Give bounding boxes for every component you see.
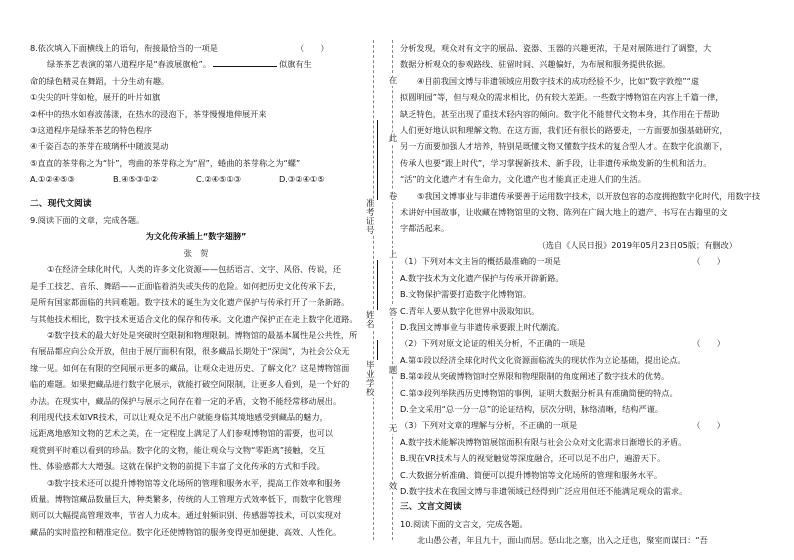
classical-text-line: 北山愚公者，年且九十，面山而居。惩山北之塞，出入之迂也，聚室而谋曰：“吾 (417, 535, 708, 546)
choice-d[interactable]: D.③②④①⑤ (279, 174, 325, 185)
q8-option: ①尖尖的叶芽如枪，展开的叶片如旗 (30, 92, 161, 103)
article-line: 另一方面要加强人才培养，特别是既懂文物又懂数字技术的复合型人才。在数字化浪潮下， (400, 141, 728, 152)
option[interactable]: C.第③段列举陕西历史博物馆的事例，证明大数据分析具有准确简便的特点。 (400, 387, 678, 398)
option[interactable]: C.青年人要从数字化世界中汲取知识。 (400, 305, 540, 316)
question-10-stem: 10.阅读下面的文言文，完成各题。 (400, 518, 528, 529)
q8-option: ②杯中的热水如春波荡漾，在热水的浸泡下，茶芽慢慢地伸展开来 (30, 108, 267, 119)
binding-char: 卷 (388, 192, 398, 202)
option[interactable]: A.数字技术能解决博物馆展馆面积有限与社会公众对文化需求日渐增长的矛盾。 (400, 436, 687, 447)
subquestion-2-stem: （2）下列对原文论证的相关分析，不正确的一项是 （ ） (400, 335, 765, 351)
article-line: 人们更好地认识和理解文物。在这方面，我们还有很长的路要走，一方面要加强基础研究， (400, 125, 728, 136)
option[interactable]: B.第②段从突破博物馆时空界限和物理限制的角度阐述了数字技术的优势。 (400, 371, 670, 382)
article-line: 传承人也要“跟上时代”，学习掌握新技术、新手段，让非遗传承焕发新的生机和活力。 (400, 157, 712, 168)
article-line: ④目前我国文博与非遗领域应用数字技术的成功经验不少，比如“数字敦煌”“虚 (417, 75, 700, 86)
article-line: 是所有国家都面临的共同难题。数字技术的诞生为文化遗产保护与传承打开了一条新路。 (30, 297, 350, 308)
school-label: 毕业学校 (366, 361, 375, 398)
name-line (377, 260, 378, 310)
article-line: 数据分析观众的参观路线、驻留时间、兴趣偏好，为布展和服务提供依据。 (400, 59, 671, 70)
choice-c[interactable]: C.②④⑤①③ (196, 174, 242, 185)
q8-option: ④千姿百态的茶芽在玻璃杯中随波晃动 (30, 141, 169, 152)
option[interactable]: C.大数据分析准确、简便可以提升博物馆等文化场所的管理和服务水平。 (400, 469, 663, 480)
article-line: 缘一见。如何在有限的空间展示更多的藏品，让观众走进历史、了解文化？这是博物馆面 (30, 362, 350, 373)
article-line: 观赏到平时难以看到的珍品。数字化的文物，能让观众与文物“零距离”接触，交互 (30, 444, 326, 455)
article-line: 拟圆明园”等，但与观众的需求相比，仍有较大差距。一些数字博物馆在内容上千篇一律， (400, 92, 724, 103)
article-line: 临的难题。如果把藏品进行数字化展示，就能打破空间限制，让更多人看到，是一个好的 (30, 379, 350, 390)
left-column (30, 40, 362, 540)
candidate-number-label: 准考证号 (366, 199, 375, 236)
article-line: ⑤我国文博事业与非遗传承要善于运用数字技术，以开放包容的态度拥抱数字化时代，用数字技 (417, 190, 761, 201)
section-heading: 二、现代文阅读 (30, 198, 92, 209)
option[interactable]: D.我国文博事业与非遗传承要跟上时代潮流。 (400, 321, 565, 332)
article-line: ③数字技术还可以提升博物馆等文化场所的管理和服务水平，提高工作效率和服务 (47, 477, 341, 488)
right-column (400, 40, 765, 549)
binding-char: 无 (388, 424, 398, 434)
section-heading: 三、文言文阅读 (400, 502, 462, 513)
article-line: 缺乏特色，甚至出现了重技术轻内容的倾向。数字化不能替代文物本身，其作用在于帮助 (400, 108, 720, 119)
question-8-passage-cont: 命的绿色精灵在舞蹈，十分生动有趣。 (30, 75, 170, 86)
answer-paren: （ ） (692, 338, 725, 349)
option[interactable]: B.现在VR技术与人的视觉触觉等深度融合，还可以足不出户，遍游天下。 (400, 453, 666, 464)
option[interactable]: D.全文采用“总一分一总”的论证结构，层次分明，脉络清晰，结构严谨。 (400, 403, 664, 414)
q8-choices (30, 171, 362, 187)
binding-line-inner (392, 40, 393, 540)
binding-char: 题 (388, 366, 398, 376)
answer-paren: （ ） (295, 43, 329, 53)
candidate-number-line (377, 120, 378, 200)
binding-char: 上 (388, 250, 398, 260)
q8-option: ③这道程序是绿茶茶艺的特色程序 (30, 125, 152, 136)
question-8-passage: 绿茶茶艺表演的第八道程序是“春波展旗枪”。 似旗有生 (47, 59, 312, 70)
article-line: “活”的文化遗产才有生命力，文化遗产也才能真正走进人们的生活。 (400, 174, 646, 185)
answer-paren: （ ） (692, 256, 725, 267)
article-line: ②数字技术的最大好处是突破时空限制和物理限制。博物馆的最基本属性是公共性，所 (47, 329, 358, 340)
article-source: （选自《人民日报》2019年05月23日05版；有删改） (537, 239, 737, 250)
article-line: ①在经济全球化时代，人类的许多文化资源——包括语言、文字、风俗、传说，还 (47, 264, 341, 275)
fill-blank[interactable] (213, 57, 277, 67)
binding-line-outer (373, 40, 374, 540)
answer-paren: （ ） (692, 420, 725, 431)
option[interactable]: D.数字技术在我国文博与非遗领域已经得到广泛应用但还不能满足观众的需求。 (400, 485, 688, 496)
option[interactable]: A.第①段以经济全球化时代文化资源面临流失的现状作为立论基础，提出论点。 (400, 354, 686, 365)
binding-char: 在 (388, 76, 398, 86)
article-line: 质量。博物馆藏品数量巨大，种类繁多，传统的人工管理方式效率低下，而数字化管理 (30, 493, 342, 504)
article-line: 分析发现，观众对有文字的展品、瓷器、玉器的兴趣更浓，于是对展陈进行了调整，大 (400, 43, 712, 53)
article-line: 术讲好中国故事，让收藏在博物馆里的文物、陈列在广阔大地上的遗产、书写在古籍里的文 (400, 207, 728, 218)
article-line: 藏品的实时监控和精准定位。数字化还使博物馆的服务变得更加便捷、高效、人性化。 (30, 526, 342, 537)
article-line: 有展品都应向公众开放，但由于展厅面积有限，很多藏品长期处于“深闺”，为社会公众无 (30, 346, 350, 357)
choice-b[interactable]: B.④⑤③①② (113, 174, 158, 185)
article-line: 办法。在现实中，藏品的保护与展示之间存在着一定的矛盾，文物不能经常移动展出。 (30, 395, 342, 406)
binding-char: 此 (388, 134, 398, 144)
option[interactable]: A.数字技术为文化遗产保护与传承开辟新路。 (400, 272, 564, 283)
article-line: 是手工技艺、音乐、舞蹈——正面临着消失或失传的危险。如何把历史文化传承下去， (30, 280, 342, 291)
binding-char: 效 (388, 482, 398, 492)
article-author: 张 贺 (183, 247, 209, 258)
choice-a[interactable]: A.①②④⑤③ (30, 174, 75, 185)
question-9-stem: 9.阅读下面的文章，完成各题。 (30, 215, 145, 226)
question-8-stem: 8.依次填入下面横线上的语句，衔接最恰当的一项是 （ ） (30, 40, 362, 56)
article-line: 利用现代技术如VR技术，可以让观众足不出户就能身临其境地感受到藏品的魅力， (30, 411, 328, 422)
article-line: 性、体验感都大大增强。这就在保护文物的前提下丰富了文化传承的方式和手段。 (30, 461, 325, 472)
binding-char: 答 (388, 308, 398, 318)
article-line: 远距离地感知文物的艺术之美，在一定程度上满足了人们参观博物馆的需要，也可以 (30, 428, 333, 439)
q8-option: ⑤直直的茶芽称之为“针”，弯曲的茶芽称之为“眉”，蜷曲的茶芽称之为“螺” (30, 157, 301, 168)
article-line: 字都活起来。 (400, 223, 450, 234)
article-line: 与其他技术相比，数字技术更适合文化的保存和传承。文化遗产保护正在走上数字化道路。 (30, 313, 358, 324)
article-title: 为文化传承插上“数字翅膀” (145, 231, 247, 242)
name-label: 姓名 (366, 311, 375, 330)
school-line (377, 340, 378, 360)
subquestion-1-stem: （1）下列对本文主旨的概括最准确的一项是 （ ） (400, 253, 765, 269)
subquestion-3-stem: （3）下列对文章的理解与分析，不正确的一项是 （ ） (400, 417, 765, 433)
article-line: 则可以大幅提高管理效率，节省人力成本。通过射频识别、传感器等技术，可以实现对 (30, 510, 342, 521)
option[interactable]: B.文物保护需要打造数字化博物馆。 (400, 289, 532, 300)
